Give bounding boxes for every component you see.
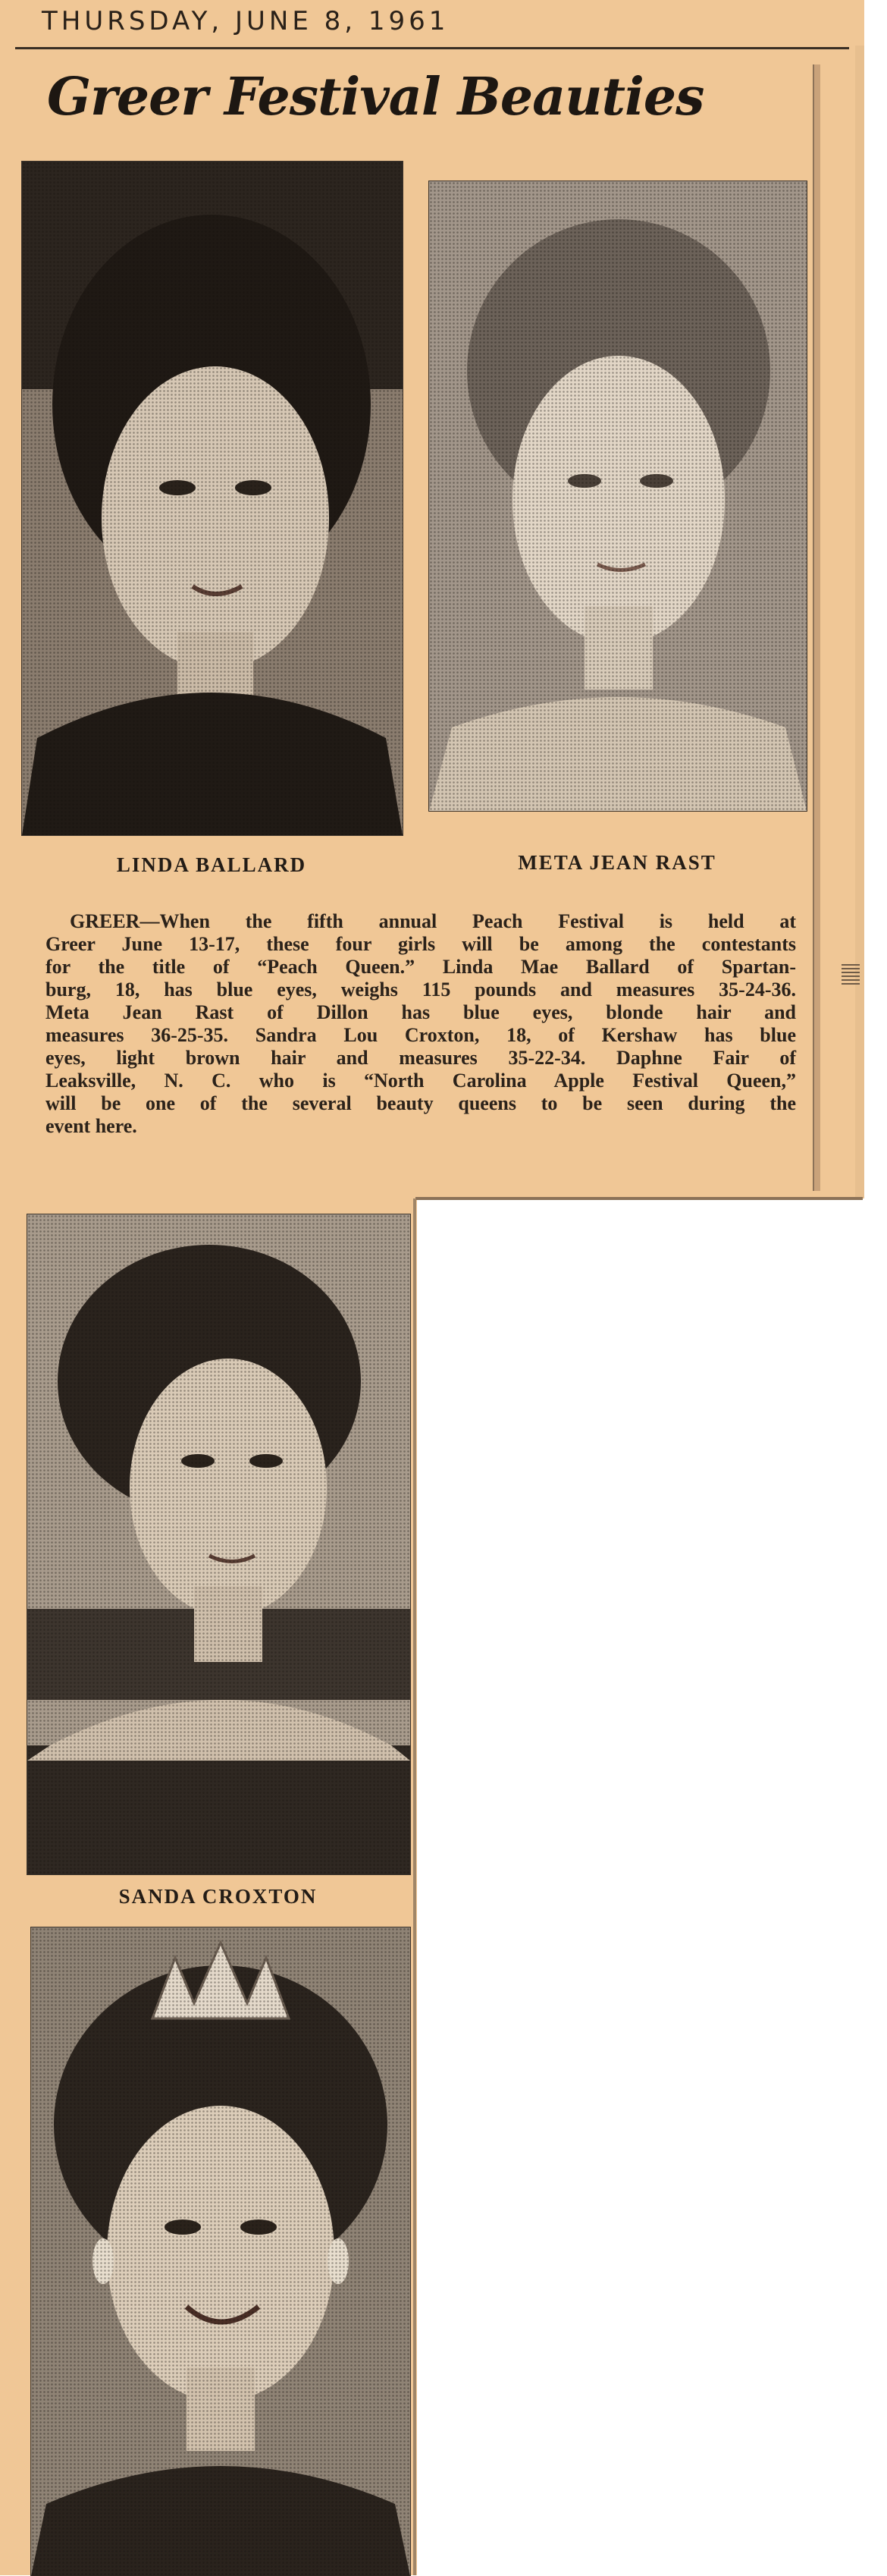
margin-marks [842,963,860,985]
portrait-image [27,1214,410,1874]
article-line: event here. [45,1115,137,1137]
article-line: Greer June 13-17, these four girls will be among the contestants [45,933,796,955]
column-border [813,64,820,1191]
dateline: THURSDAY, JUNE 8, 1961 [42,6,450,36]
clipping-edge [855,46,864,1198]
portrait-image [31,1927,410,2576]
article-line: eyes, light brown hair and measures 35-22-34. Daphne Fair of [45,1047,796,1069]
column-rule [415,1197,863,1200]
caption-linda-ballard: LINDA BALLARD [116,853,307,876]
headline: Greer Festival Beauties [47,67,704,127]
article-line: will be one of the several beauty queens to be seen during the [45,1092,796,1114]
portrait-photo-linda-ballard [21,161,403,836]
article-line: burg, 18, has blue eyes, weighs 115 pounds and measures 35-24-36. [45,979,796,1001]
portrait-photo-festival-queen [30,1927,411,2576]
caption-meta-jean-rast: META JEAN RAST [518,851,716,874]
portrait-photo-meta-jean-rast [428,181,807,812]
column-rule [413,1198,416,2575]
portrait-image [22,162,403,835]
article-line: GREER—When the fifth annual Peach Festival is held at [70,910,796,932]
portrait-image [429,181,807,811]
article-line: Meta Jean Rast of Dillon has blue eyes, blonde hair and [45,1001,796,1023]
article-line: measures 36-25-35. Sandra Lou Croxton, 18, of Kershaw has blue [45,1024,796,1046]
article-body [45,910,796,1138]
dateline-rule [15,47,849,49]
article-line: for the title of “Peach Queen.” Linda Mae Ballard of Spartan- [45,956,796,978]
portrait-photo-sanda-croxton [27,1214,411,1875]
article-line: Leaksville, N. C. who is “North Carolina Apple Festival Queen,” [45,1070,796,1092]
caption-sanda-croxton: SANDA CROXTON [118,1885,318,1908]
